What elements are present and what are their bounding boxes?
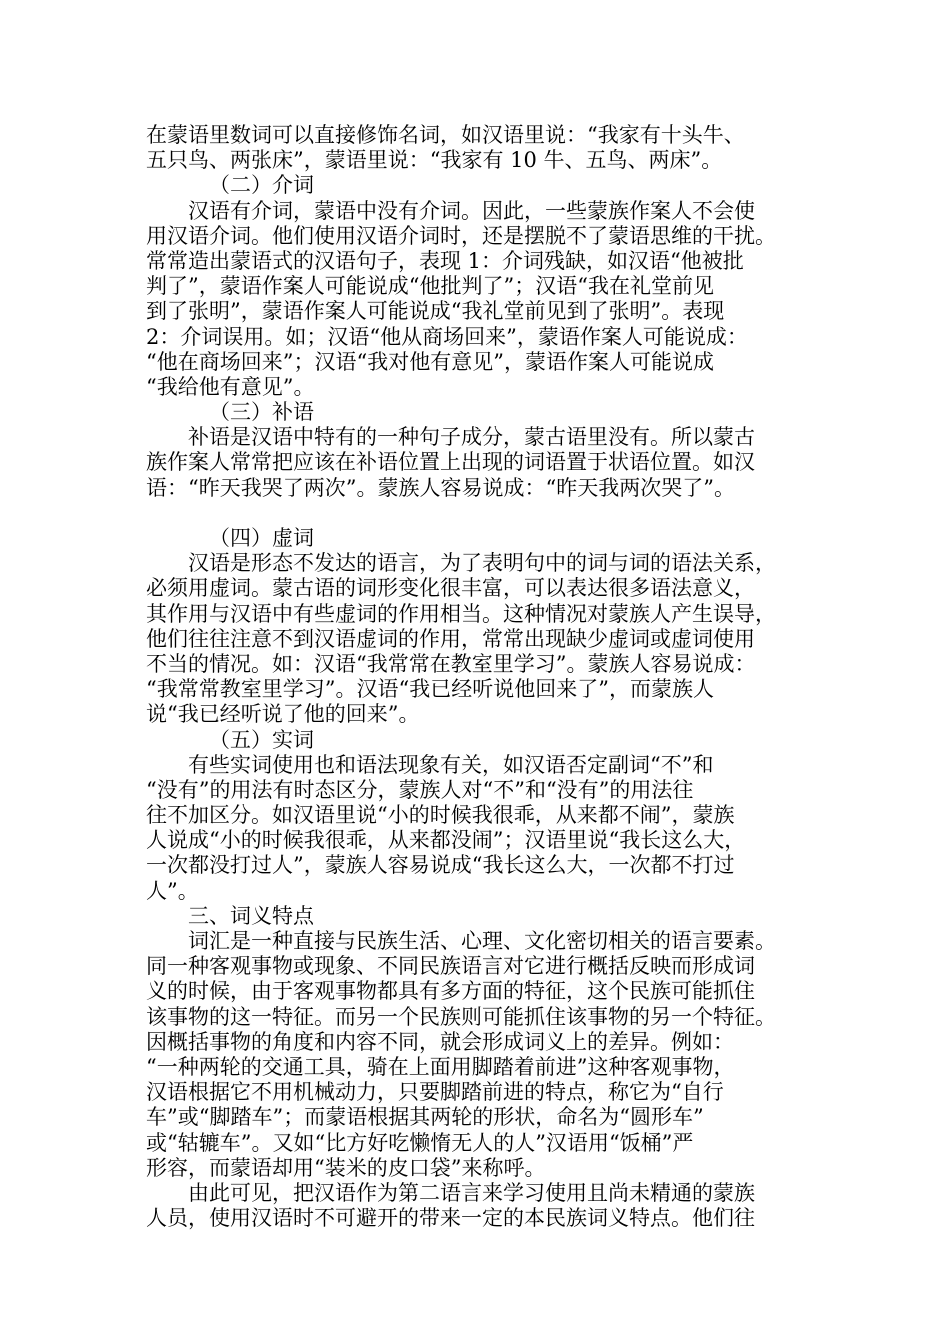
text-line: 该事物的这一特征。而另一个民族则可能抓住该事物的另一个特征。 — [146, 1004, 776, 1029]
text-line: 汉语是形态不发达的语言，为了表明句中的词与词的语法关系， — [188, 551, 776, 576]
text-line: 一次都没打过人”，蒙族人容易说成“我长这么大，一次都不打过 — [146, 853, 735, 878]
text-line: 因概括事物的角度和内容不同，就会形成词义上的差异。例如： — [146, 1029, 734, 1054]
text-line: 族作案人常常把应该在补语位置上出现的词语置于状语位置。如汉 — [146, 450, 755, 475]
text-line: “我常常教室里学习”。汉语“我已经听说他回来了”，而蒙族人 — [146, 677, 714, 702]
text-line: 必须用虚词。蒙古语的词形变化很丰富，可以表达很多语法意义， — [146, 576, 755, 601]
text-line: 常常造出蒙语式的汉语句子，表现 1：介词残缺，如汉语“他被批 — [146, 248, 744, 273]
text-line: 汉语有介词，蒙语中没有介词。因此，一些蒙族作案人不会使 — [188, 198, 755, 223]
text-line: “我给他有意见”。 — [146, 374, 315, 399]
text-line: 人员，使用汉语时不可避开的带来一定的本民族词义特点。他们往 — [146, 1206, 755, 1231]
text-line: 有些实词使用也和语法现象有关，如汉语否定副词“不”和 — [188, 752, 714, 777]
text-line: 不当的情况。如：汉语“我常常在教室里学习”。蒙族人容易说成： — [146, 651, 756, 676]
text-line: 义的时候，由于客观事物都具有多方面的特征，这个民族可能抓住 — [146, 979, 755, 1004]
blank-line — [146, 501, 814, 526]
text-line: 同一种客观事物或现象、不同民族语言对它进行概括反映而形成词 — [146, 954, 755, 979]
document-body — [146, 123, 814, 1231]
text-line: 说“我已经听说了他的回来”。 — [146, 702, 420, 727]
text-line: 语：“昨天我哭了两次”。蒙族人容易说成：“昨天我两次哭了”。 — [146, 475, 735, 500]
text-line: 人”。 — [146, 878, 199, 903]
text-line: 补语是汉语中特有的一种句子成分，蒙古语里没有。所以蒙古 — [188, 425, 755, 450]
text-line: 在蒙语里数词可以直接修饰名词，如汉语里说：“我家有十头牛、 — [146, 123, 745, 147]
text-line: 五只鸟、两张床”，蒙语里说：“我家有 10 牛、五鸟、两床”。 — [146, 148, 723, 173]
text-line: “没有”的用法有时态区分，蒙族人对“不”和“没有”的用法往 — [146, 777, 694, 802]
text-line: 人说成“小的时候我很乖，从来都没闹”；汉语里说“我长这么大， — [146, 828, 746, 853]
text-line: 由此可见，把汉语作为第二语言来学习使用且尚未精通的蒙族 — [188, 1180, 755, 1205]
text-line: 其作用与汉语中有些虚词的作用相当。这种情况对蒙族人产生误导， — [146, 601, 776, 626]
section-heading: （三）补语 — [209, 400, 314, 425]
text-line: 车”或“脚踏车”；而蒙语根据其两轮的形状，命名为“圆形车” — [146, 1105, 704, 1130]
text-line: 往不加区分。如汉语里说“小的时候我很乖，从来都不闹”，蒙族 — [146, 803, 735, 828]
text-line: 2：介词误用。如；汉语“他从商场回来”，蒙语作案人可能说成： — [146, 324, 748, 349]
text-line: 词汇是一种直接与民族生活、心理、文化密切相关的语言要素。 — [188, 929, 776, 953]
text-line: 用汉语介词。他们使用汉语介词时，还是摆脱不了蒙语思维的干扰。 — [146, 223, 776, 248]
text-line: 判了”，蒙语作案人可能说成“他批判了”；汉语“我在礼堂前见 — [146, 274, 714, 299]
text-line: 汉语根据它不用机械动力，只要脚踏前进的特点，称它为“自行 — [146, 1080, 724, 1105]
text-line: 他们往往注意不到汉语虚词的作用，常常出现缺少虚词或虚词使用 — [146, 626, 755, 651]
text-line: 形容，而蒙语却用“装米的皮口袋”来称呼。 — [146, 1155, 546, 1180]
text-line: 三、词义特点 — [188, 903, 314, 928]
text-line: “他在商场回来”；汉语“我对他有意见”，蒙语作案人可能说成 — [146, 349, 714, 374]
section-heading: （五）实词 — [209, 727, 314, 752]
text-line: “一种两轮的交通工具，骑在上面用脚踏着前进”这种客观事物， — [146, 1054, 735, 1079]
section-heading: （四）虚词 — [209, 526, 314, 550]
text-line: 到了张明”，蒙语作案人可能说成“我礼堂前见到了张明”。表现 — [146, 299, 725, 324]
text-line: 或“轱辘车”。又如“比方好吃懒惰无人的人”汉语用“饭桶”严 — [146, 1130, 694, 1155]
section-heading: （二）介词 — [209, 173, 314, 198]
